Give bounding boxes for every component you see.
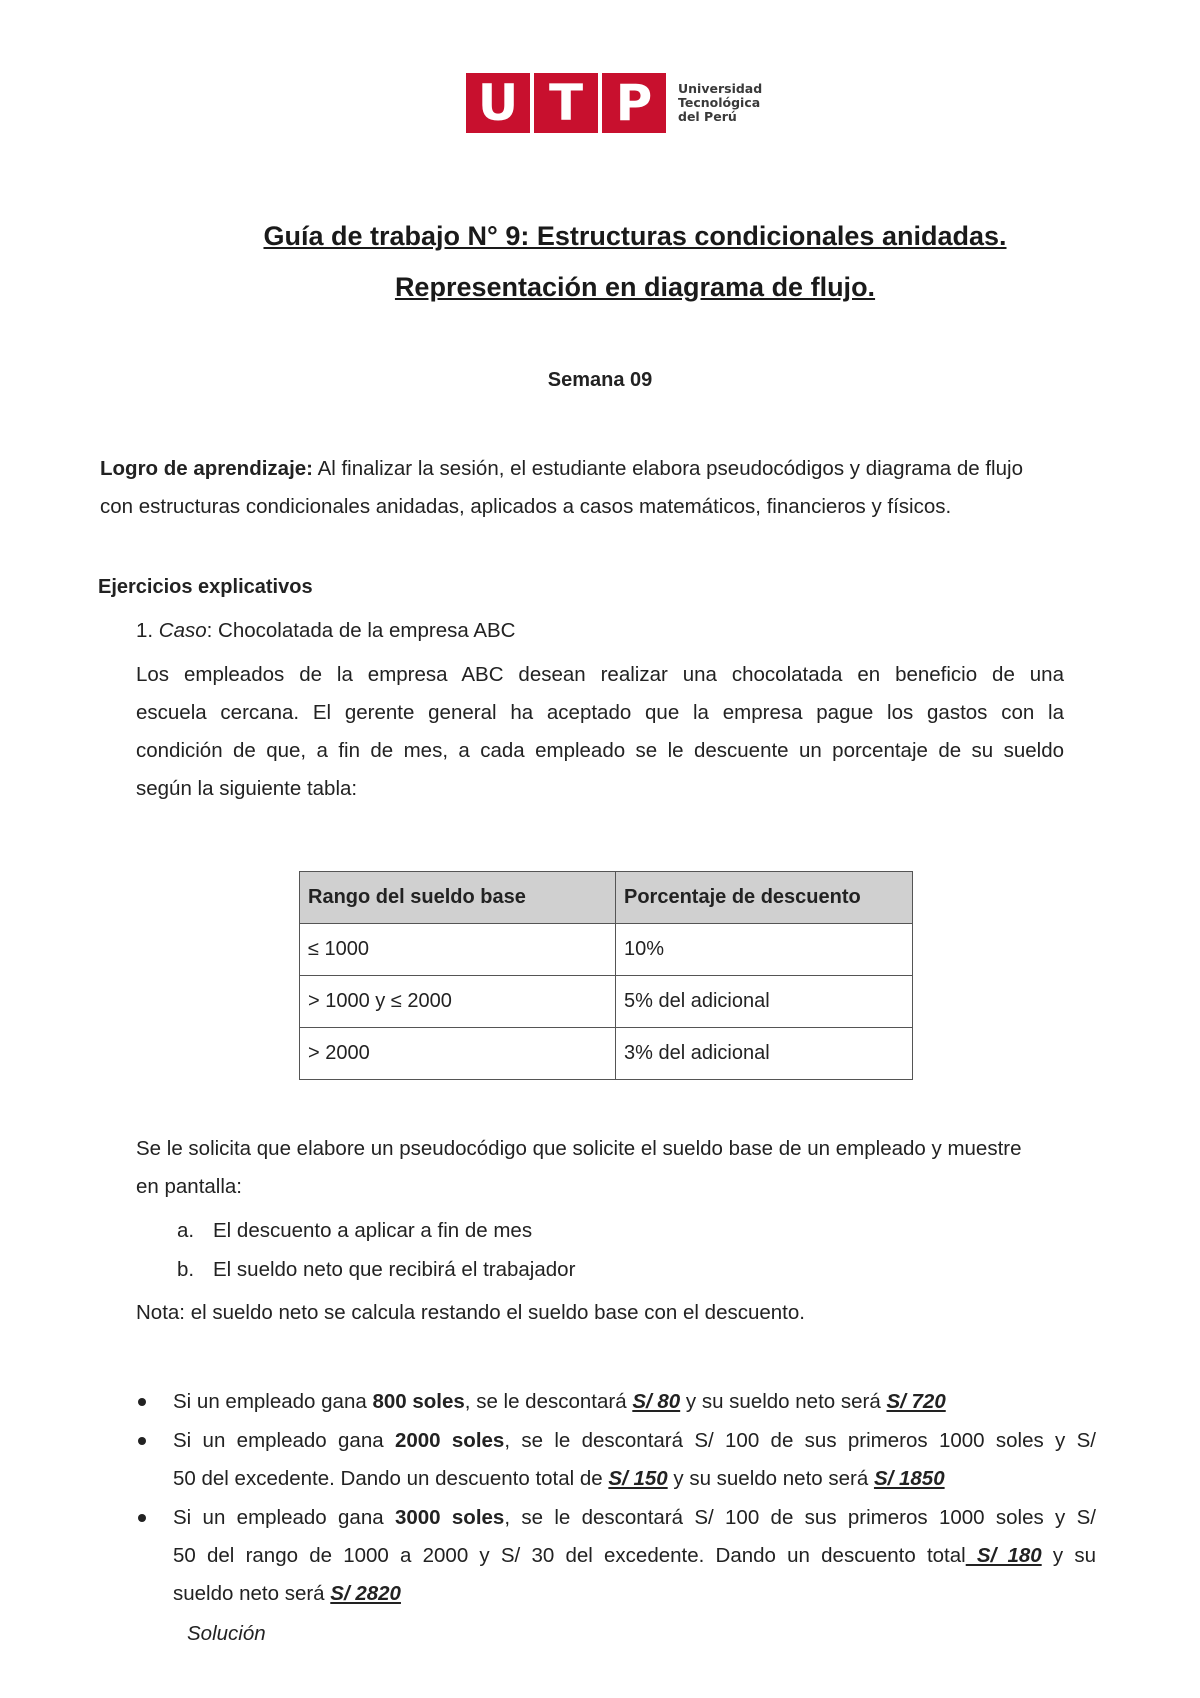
example-2-line1 bbox=[173, 1422, 1096, 1460]
case-title bbox=[136, 612, 515, 650]
logro-label: Logro de aprendizaje: bbox=[100, 457, 313, 480]
request-line1: Se le solicita que elabore un pseudocódigo que solicite el sueldo base de un empleado y muestre bbox=[136, 1137, 1022, 1160]
example-1 bbox=[173, 1383, 946, 1421]
example-1-mid: , se le descontará bbox=[464, 1390, 633, 1413]
example-3-line3-pre: sueldo neto será bbox=[173, 1582, 331, 1605]
example-2-line1-rest: , se le descontará S/ 100 de sus primeros 1000 soles y S/ bbox=[504, 1429, 1096, 1452]
case-label: Caso bbox=[158, 619, 207, 642]
example-1-discount: S/ 80 bbox=[632, 1390, 681, 1413]
example-1-net: S/ 720 bbox=[886, 1390, 946, 1413]
page-title-line1: Guía de trabajo N° 9: Estructuras condicionales anidadas. bbox=[263, 221, 1007, 251]
solution-label: Solución bbox=[187, 1622, 266, 1645]
example-3-pre: Si un empleado gana bbox=[173, 1506, 395, 1529]
table-cell: 5% del adicional bbox=[616, 976, 913, 1028]
example-3-discount: S/ 180 bbox=[965, 1544, 1042, 1567]
example-2-amount: 2000 soles bbox=[394, 1429, 505, 1452]
request-item-a: El descuento a aplicar a fin de mes bbox=[213, 1219, 533, 1242]
example-3-net: S/ 2820 bbox=[330, 1582, 401, 1605]
bullet-icon bbox=[138, 1437, 146, 1445]
case-paragraph-line3: condición de que, a fin de mes, a cada empleado se le descuente un porcentaje de su sueldo bbox=[136, 739, 1064, 762]
request-note: Nota: el sueldo neto se calcula restando el sueldo base con el descuento. bbox=[136, 1301, 805, 1324]
example-2-mid2: y su sueldo neto será bbox=[667, 1467, 874, 1490]
example-2-line2 bbox=[173, 1460, 945, 1498]
example-1-amount: 800 soles bbox=[372, 1390, 465, 1413]
table-cell: 10% bbox=[616, 924, 913, 976]
table-header: Porcentaje de descuento bbox=[616, 872, 913, 924]
case-paragraph-line4: según la siguiente tabla: bbox=[136, 777, 358, 800]
logo-name-line2: Tecnológica bbox=[678, 95, 761, 110]
table-cell: 3% del adicional bbox=[616, 1028, 913, 1080]
table-cell: ≤ 1000 bbox=[300, 924, 616, 976]
logo-name-line3: del Perú bbox=[678, 109, 737, 124]
example-3-line2 bbox=[173, 1537, 1096, 1575]
bullet-icon bbox=[138, 1398, 146, 1406]
example-2-pre: Si un empleado gana bbox=[173, 1429, 395, 1452]
utp-logo bbox=[466, 73, 762, 133]
example-3-line1 bbox=[173, 1499, 1096, 1537]
request-item-b-letter: b. bbox=[177, 1258, 195, 1281]
example-2-net: S/ 1850 bbox=[873, 1467, 945, 1490]
table-row bbox=[300, 976, 913, 1028]
logo-letter-u: U bbox=[466, 73, 530, 133]
example-3-line2-pre: 50 del rango de 1000 a 2000 y S/ 30 del excedente. Dando un descuento total bbox=[173, 1544, 966, 1567]
example-1-pre: Si un empleado gana bbox=[173, 1390, 373, 1413]
logro-line2: con estructuras condicionales anidadas, aplicados a casos matemáticos, financieros y físicos. bbox=[100, 495, 952, 518]
logo-letter-t: T bbox=[534, 73, 598, 133]
logo-university-name bbox=[678, 82, 762, 124]
table-row bbox=[300, 1028, 913, 1080]
week-label: Semana 09 bbox=[547, 369, 653, 391]
request-item-b: El sueldo neto que recibirá el trabajador bbox=[213, 1258, 576, 1281]
table-header: Rango del sueldo base bbox=[300, 872, 616, 924]
request-item-a-letter: a. bbox=[177, 1219, 195, 1242]
example-3-line2-post: y su bbox=[1041, 1544, 1096, 1567]
example-2-discount: S/ 150 bbox=[608, 1467, 668, 1490]
section-heading: Ejercicios explicativos bbox=[98, 576, 313, 598]
request-line2: en pantalla: bbox=[136, 1175, 243, 1198]
table-cell: > 1000 y ≤ 2000 bbox=[300, 976, 616, 1028]
table-row bbox=[300, 924, 913, 976]
table-header-row bbox=[300, 872, 913, 924]
logro-text1: Al finalizar la sesión, el estudiante elabora pseudocódigos y diagrama de flujo bbox=[313, 457, 1023, 480]
example-3-line1-rest: , se le descontará S/ 100 de sus primeros 1000 soles y S/ bbox=[504, 1506, 1096, 1529]
case-paragraph-line2: escuela cercana. El gerente general ha aceptado que la empresa pague los gastos con la bbox=[136, 701, 1064, 724]
logro-line1 bbox=[100, 450, 1023, 488]
case-paragraph-line1: Los empleados de la empresa ABC desean realizar una chocolatada en beneficio de una bbox=[136, 663, 1064, 686]
discount-table bbox=[299, 871, 913, 1080]
example-3-line3 bbox=[173, 1575, 401, 1613]
example-1-mid2: y su sueldo neto será bbox=[680, 1390, 887, 1413]
table-cell: > 2000 bbox=[300, 1028, 616, 1080]
case-number: 1. bbox=[136, 619, 159, 642]
logo-name-line1: Universidad bbox=[678, 81, 763, 96]
logo-letter-p: P bbox=[602, 73, 666, 133]
example-3-amount: 3000 soles bbox=[394, 1506, 505, 1529]
page-title-line2: Representación en diagrama de flujo. bbox=[394, 272, 876, 302]
bullet-icon bbox=[138, 1514, 146, 1522]
case-title-text: : Chocolatada de la empresa ABC bbox=[206, 619, 516, 642]
example-2-line2-pre: 50 del excedente. Dando un descuento total de bbox=[173, 1467, 609, 1490]
